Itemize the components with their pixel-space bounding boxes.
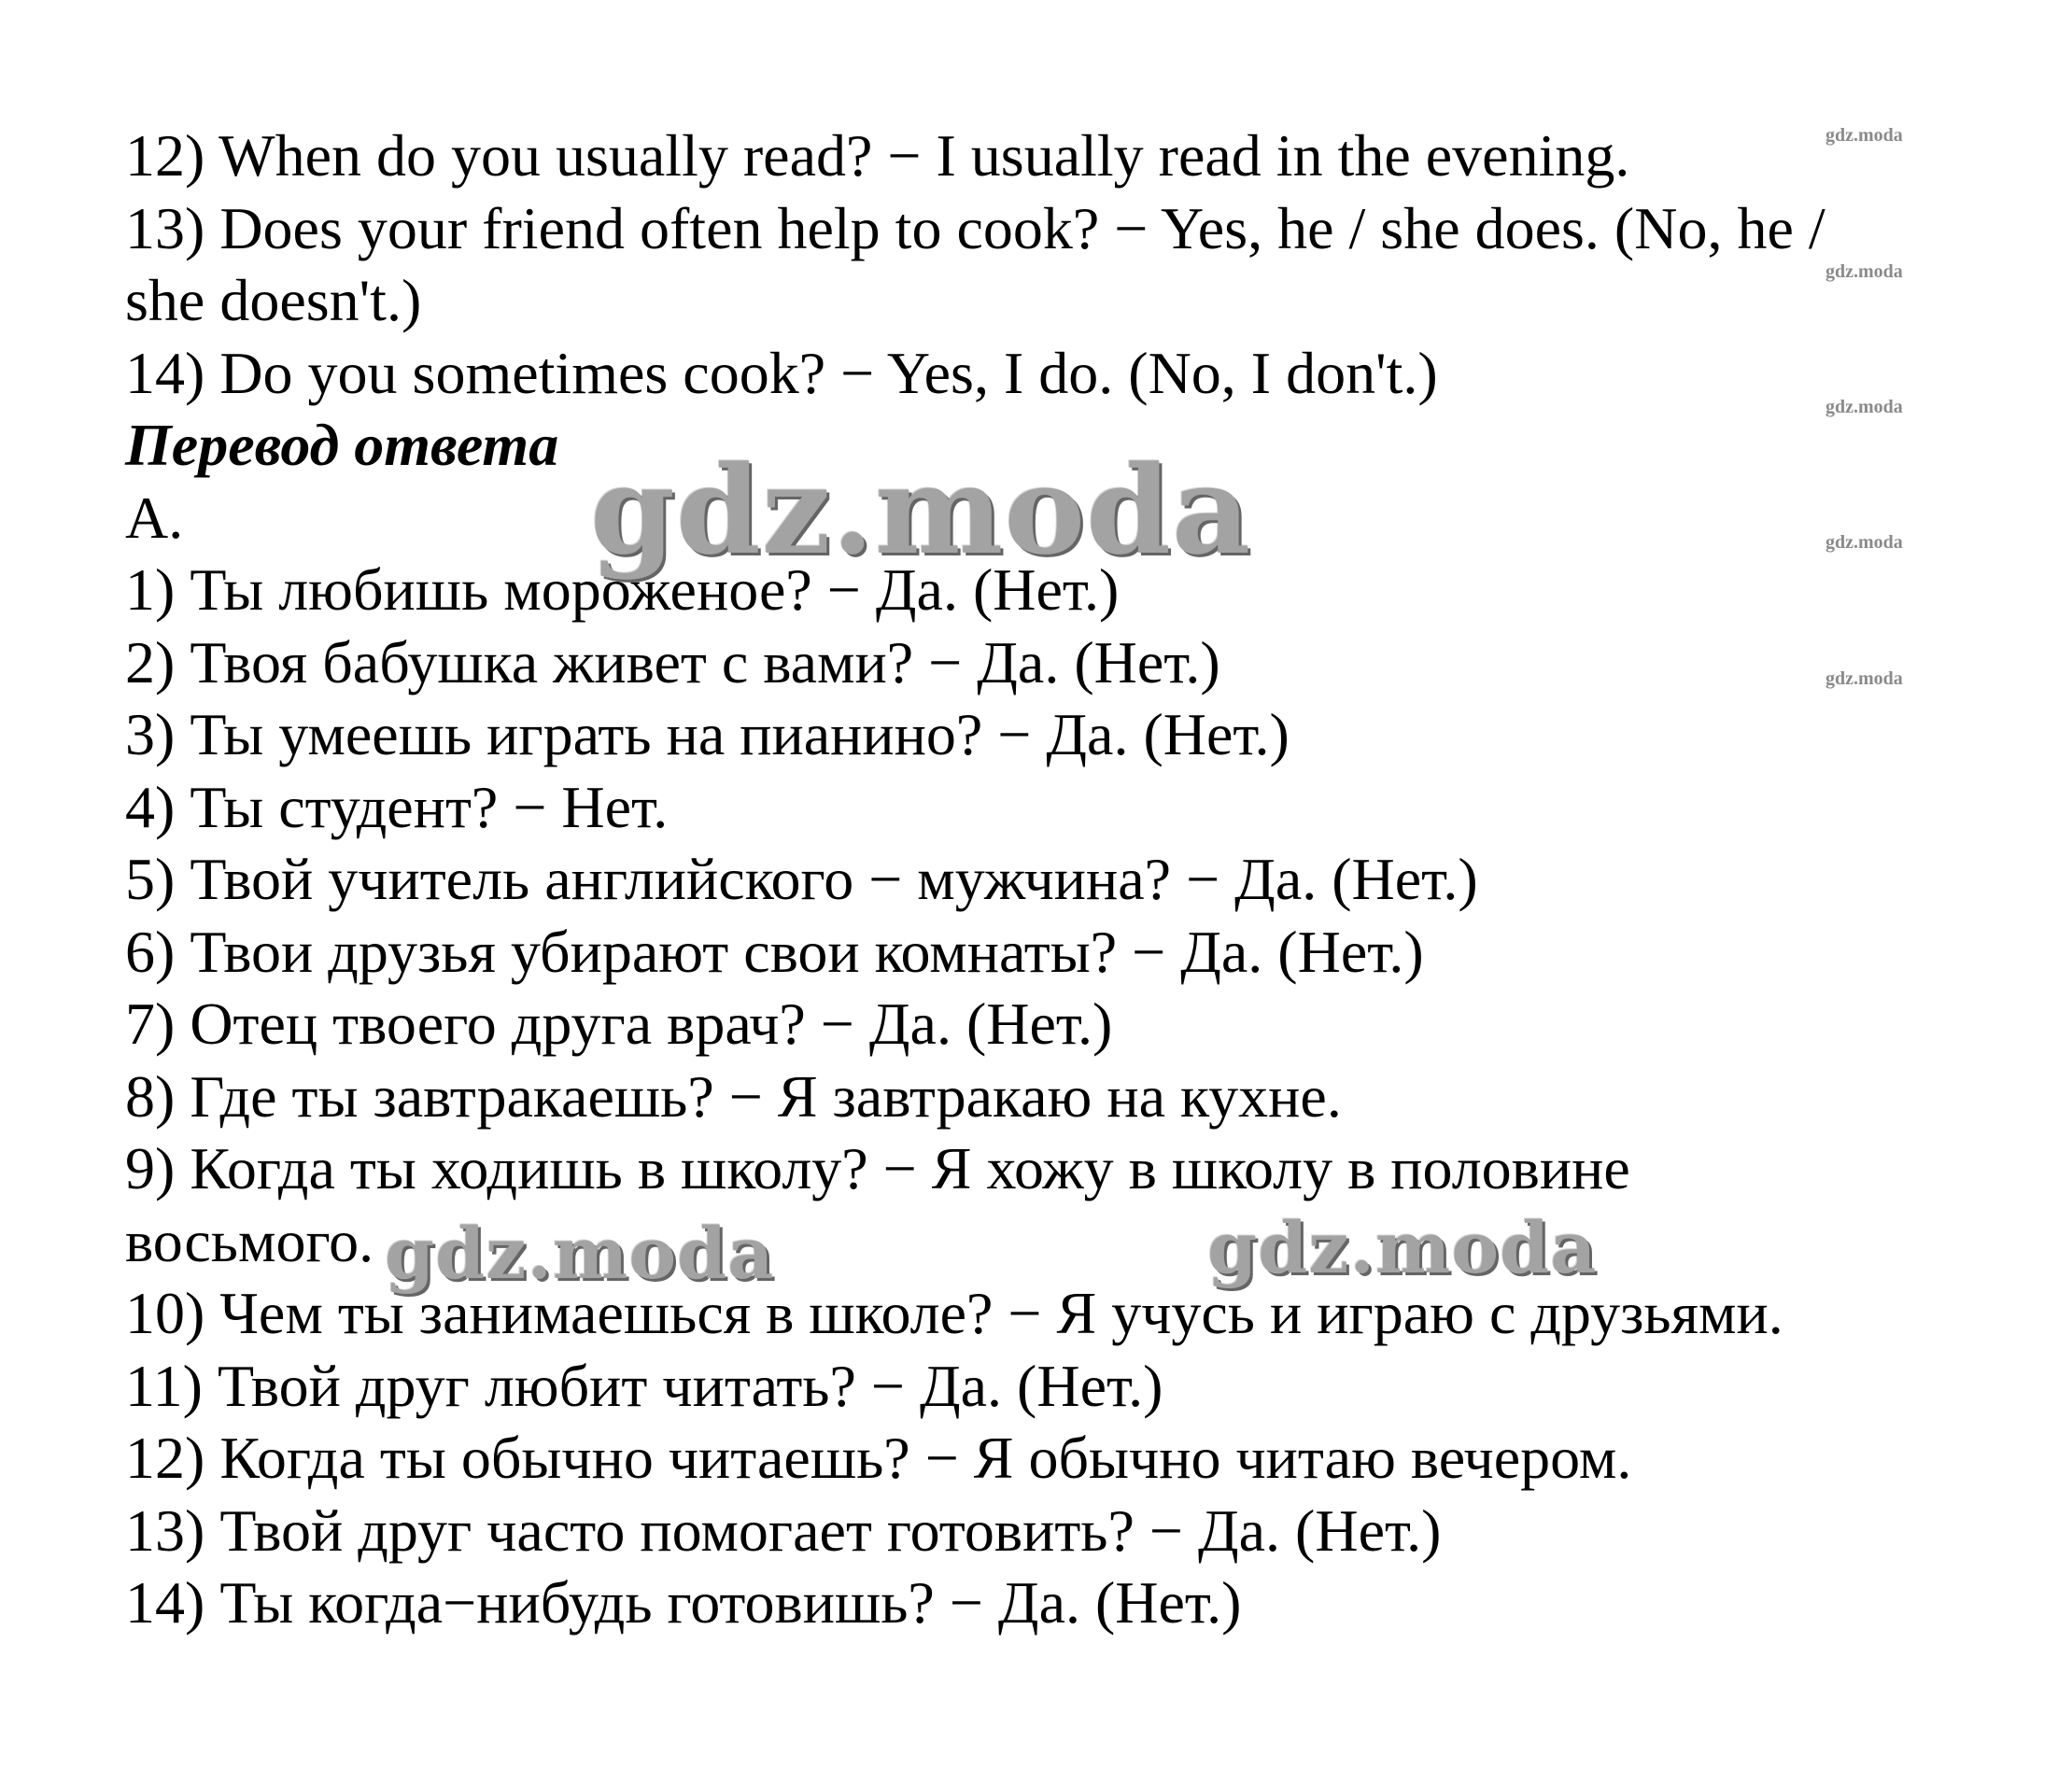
answer-text	[125, 119, 1993, 1639]
russian-answer-13: 13) Твой друг часто помогает готовить? − Да. (Нет.)	[125, 1496, 1442, 1564]
translation-heading: Перевод ответа	[125, 412, 559, 478]
russian-answer-9: 9) Когда ты ходишь в школу? − Я хожу в школу в половине	[125, 1135, 1630, 1201]
russian-answer-3: 3) Ты умеешь играть на пианино? − Да. (Нет.)	[125, 701, 1290, 767]
english-answer-13-continued: she doesn't.)	[125, 267, 422, 333]
russian-answer-7: 7) Отец твоего друга врач? − Да. (Нет.)	[125, 990, 1113, 1057]
russian-answer-10: 10) Чем ты занимаешься в школе? − Я учусь и играю с друзьями.	[125, 1280, 1783, 1346]
russian-answer-9-continued: восьмого.	[125, 1207, 374, 1274]
watermark-large: gdz.moda	[1207, 1206, 1598, 1289]
watermark-small: gdz.moda	[1825, 397, 1903, 417]
english-answer-13: 13) Does your friend often help to cook? − Yes, he / she does. (No, he /	[125, 194, 1825, 261]
russian-answer-1: 1) Ты любишь мороженое? − Да. (Нет.)	[125, 556, 1120, 623]
watermark-small: gdz.moda	[1825, 532, 1903, 553]
russian-answer-6: 6) Твои друзья убирают свои комнаты? − Да. (Нет.)	[125, 918, 1424, 985]
watermark-small: gdz.moda	[1825, 125, 1903, 146]
english-answer-12: 12) When do you usually read? − I usually read in the evening.	[125, 122, 1630, 189]
russian-answer-2: 2) Твоя бабушка живет с вами? − Да. (Нет.)	[125, 628, 1220, 695]
watermark-small: gdz.moda	[1825, 261, 1903, 282]
russian-answer-8: 8) Где ты завтракаешь? − Я завтракаю на кухне.	[125, 1062, 1342, 1130]
watermark-small: gdz.moda	[1825, 668, 1903, 689]
watermark-large: gdz.moda	[590, 439, 1252, 582]
english-answer-14: 14) Do you sometimes cook? − Yes, I do. (No, I don't.)	[125, 339, 1438, 406]
russian-answer-14: 14) Ты когда−нибудь готовишь? − Да. (Нет.)	[125, 1569, 1242, 1636]
russian-answer-5: 5) Твой учитель английского − мужчина? − Да. (Нет.)	[125, 846, 1478, 912]
russian-answer-12: 12) Когда ты обычно читаешь? − Я обычно читаю вечером.	[125, 1425, 1632, 1491]
watermark-large: gdz.moda	[385, 1212, 775, 1295]
russian-answer-4: 4) Ты студент? − Нет.	[125, 773, 669, 840]
russian-answer-11: 11) Твой друг любит читать? − Да. (Нет.)	[125, 1352, 1163, 1419]
section-label: A.	[125, 484, 184, 551]
